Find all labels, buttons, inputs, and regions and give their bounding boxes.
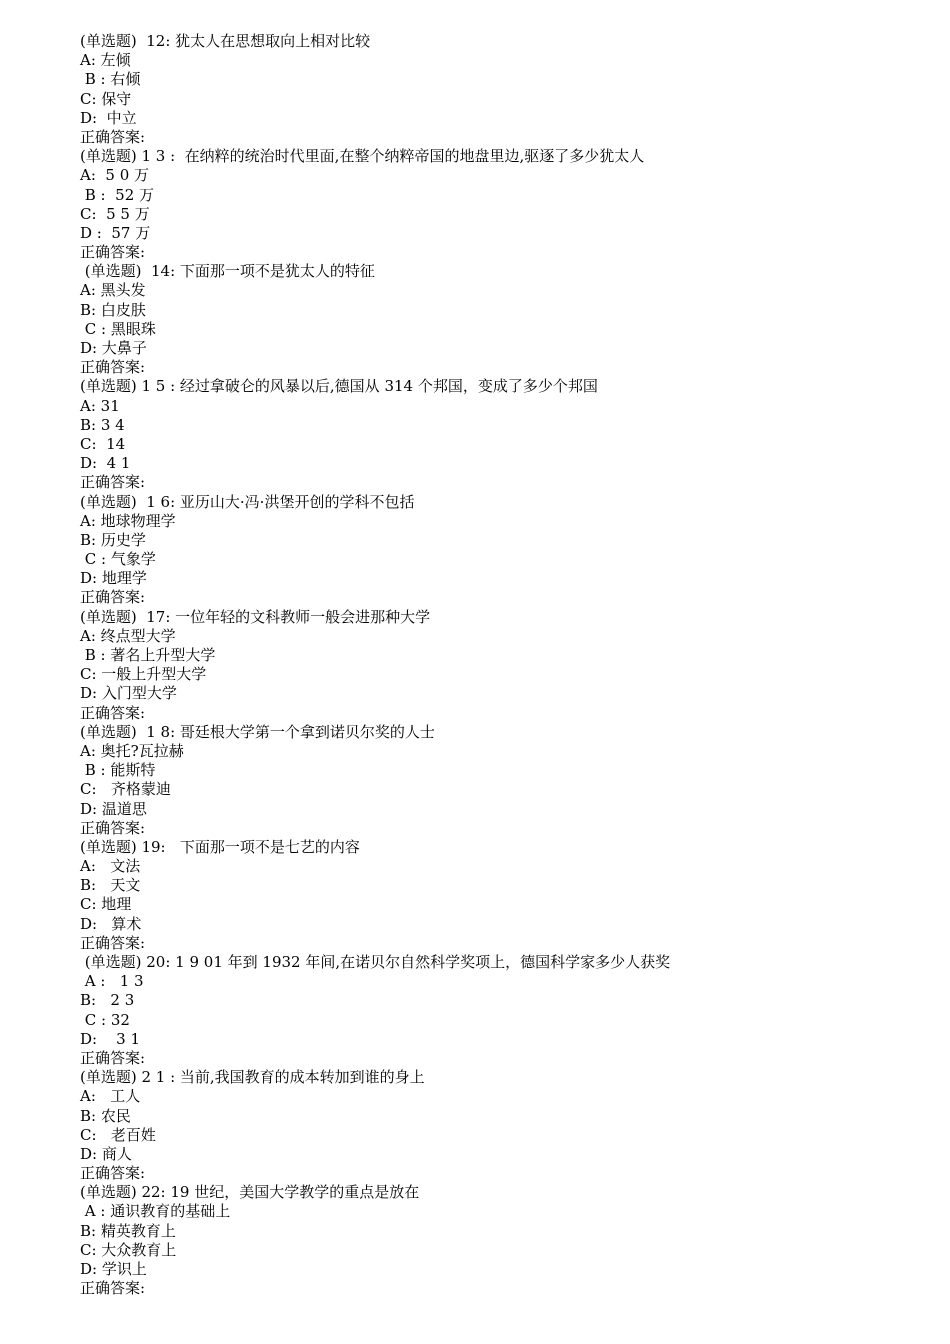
question-15-stem: (单选题) 1 5 : 经过拿破仑的风暴以后,德国从 314 个邦国，变成了多少个邦国: [80, 377, 598, 396]
question-17-stem: (单选题) 17: 一位年轻的文科教师一般会进那种大学: [80, 607, 431, 626]
question-19-option-b: B: 天文: [80, 876, 141, 895]
question-13-option-b: B : 52 万: [80, 185, 155, 204]
question-21-option-a: A: 工人: [80, 1087, 141, 1106]
question-19-option-a: A: 文法: [80, 857, 141, 876]
question-16-option-d: D: 地理学: [80, 569, 147, 588]
question-14-answer-label: 正确答案:: [80, 358, 146, 377]
question-21-option-b: B: 农民: [80, 1106, 131, 1125]
question-21-stem: (单选题) 2 1 : 当前,我国教育的成本转加到谁的身上: [80, 1068, 425, 1087]
question-12-option-b: B : 右倾: [80, 70, 141, 89]
question-17-answer-label: 正确答案:: [80, 703, 146, 722]
question-14-option-c: C : 黑眼珠: [80, 319, 156, 338]
question-16-option-a: A: 地球物理学: [80, 511, 176, 530]
question-14-option-b: B: 白皮肤: [80, 300, 146, 319]
question-12-option-d: D: 中立: [80, 108, 137, 127]
question-17-option-c: C: 一般上升型大学: [80, 665, 207, 684]
question-14-option-d: D: 大鼻子: [80, 339, 147, 357]
question-21-answer-label: 正确答案:: [80, 1164, 146, 1183]
question-15-option-c: C: 14: [80, 434, 126, 453]
question-18-option-b: B : 能斯特: [80, 761, 156, 780]
question-20-stem: (单选题) 20: 1 9 01 年到 1932 年间,在诺贝尔自然科学奖项上，德国科学家多少人获奖: [80, 953, 671, 971]
question-13-option-a: A: 5 0 万: [80, 166, 150, 185]
question-16-stem: (单选题) 1 6: 亚历山大·冯·洪堡开创的学科不包括: [80, 492, 415, 511]
document-body: [80, 32, 900, 1298]
question-17-option-b: B : 著名上升型大学: [80, 646, 216, 664]
question-14-stem: (单选题) 14: 下面那一项不是犹太人的特征: [80, 262, 375, 281]
question-18-option-a: A: 奥托?瓦拉赫: [80, 741, 184, 760]
question-18-answer-label: 正确答案:: [80, 818, 146, 837]
question-21-option-d: D: 商人: [80, 1144, 132, 1163]
question-17-option-d: D: 入门型大学: [80, 684, 177, 703]
question-16-option-b: B: 历史学: [80, 530, 146, 549]
question-22-option-d: D: 学识上: [80, 1260, 147, 1278]
question-20-option-a: A : 1 3: [80, 972, 144, 991]
question-19-stem: (单选题) 19: 下面那一项不是七艺的内容: [80, 837, 360, 856]
question-12-option-c: C: 保守: [80, 89, 132, 108]
question-13-stem: (单选题) 1 3 : 在纳粹的统治时代里面,在整个纳粹帝国的地盘里边,驱逐了多少犹太人: [80, 147, 645, 166]
question-20-option-c: C : 32: [80, 1010, 130, 1029]
question-15-option-d: D: 4 1: [80, 454, 131, 473]
question-22-option-b: B: 精英教育上: [80, 1221, 176, 1240]
question-12-answer-label: 正确答案:: [80, 127, 146, 146]
question-17-option-a: A: 终点型大学: [80, 626, 176, 645]
question-14-option-a: A: 黑头发: [80, 281, 146, 300]
question-19-answer-label: 正确答案:: [80, 933, 146, 952]
question-22-stem: (单选题) 22: 19 世纪，美国大学教学的重点是放在: [80, 1183, 420, 1202]
question-19-option-c: C: 地理: [80, 895, 132, 914]
question-18-option-c: C: 齐格蒙迪: [80, 780, 171, 799]
question-20-option-d: D: 3 1: [80, 1029, 141, 1048]
question-15-option-b: B: 3 4: [80, 415, 125, 434]
question-13-answer-label: 正确答案:: [80, 243, 146, 262]
question-18-stem: (单选题) 1 8: 哥廷根大学第一个拿到诺贝尔奖的人士: [80, 722, 435, 741]
question-13-option-c: C: 5 5 万: [80, 204, 150, 223]
question-12-stem: (单选题) 12: 犹太人在思想取向上相对比较: [80, 32, 371, 50]
question-18-option-d: D: 温道思: [80, 799, 147, 818]
question-12-option-a: A: 左倾: [80, 51, 131, 70]
question-21-option-c: C: 老百姓: [80, 1125, 156, 1144]
question-22-option-c: C: 大众教育上: [80, 1240, 177, 1259]
question-16-answer-label: 正确答案:: [80, 588, 146, 607]
question-16-option-c: C : 气象学: [80, 550, 156, 569]
question-22-answer-label: 正确答案:: [80, 1279, 146, 1298]
question-22-option-a: A : 通识教育的基础上: [80, 1202, 231, 1221]
question-19-option-d: D: 算术: [80, 914, 142, 933]
question-13-option-d: D : 57 万: [80, 223, 151, 242]
question-20-answer-label: 正确答案:: [80, 1048, 146, 1067]
question-15-answer-label: 正确答案:: [80, 473, 146, 492]
question-20-option-b: B: 2 3: [80, 991, 135, 1010]
question-15-option-a: A: 31: [80, 396, 120, 415]
